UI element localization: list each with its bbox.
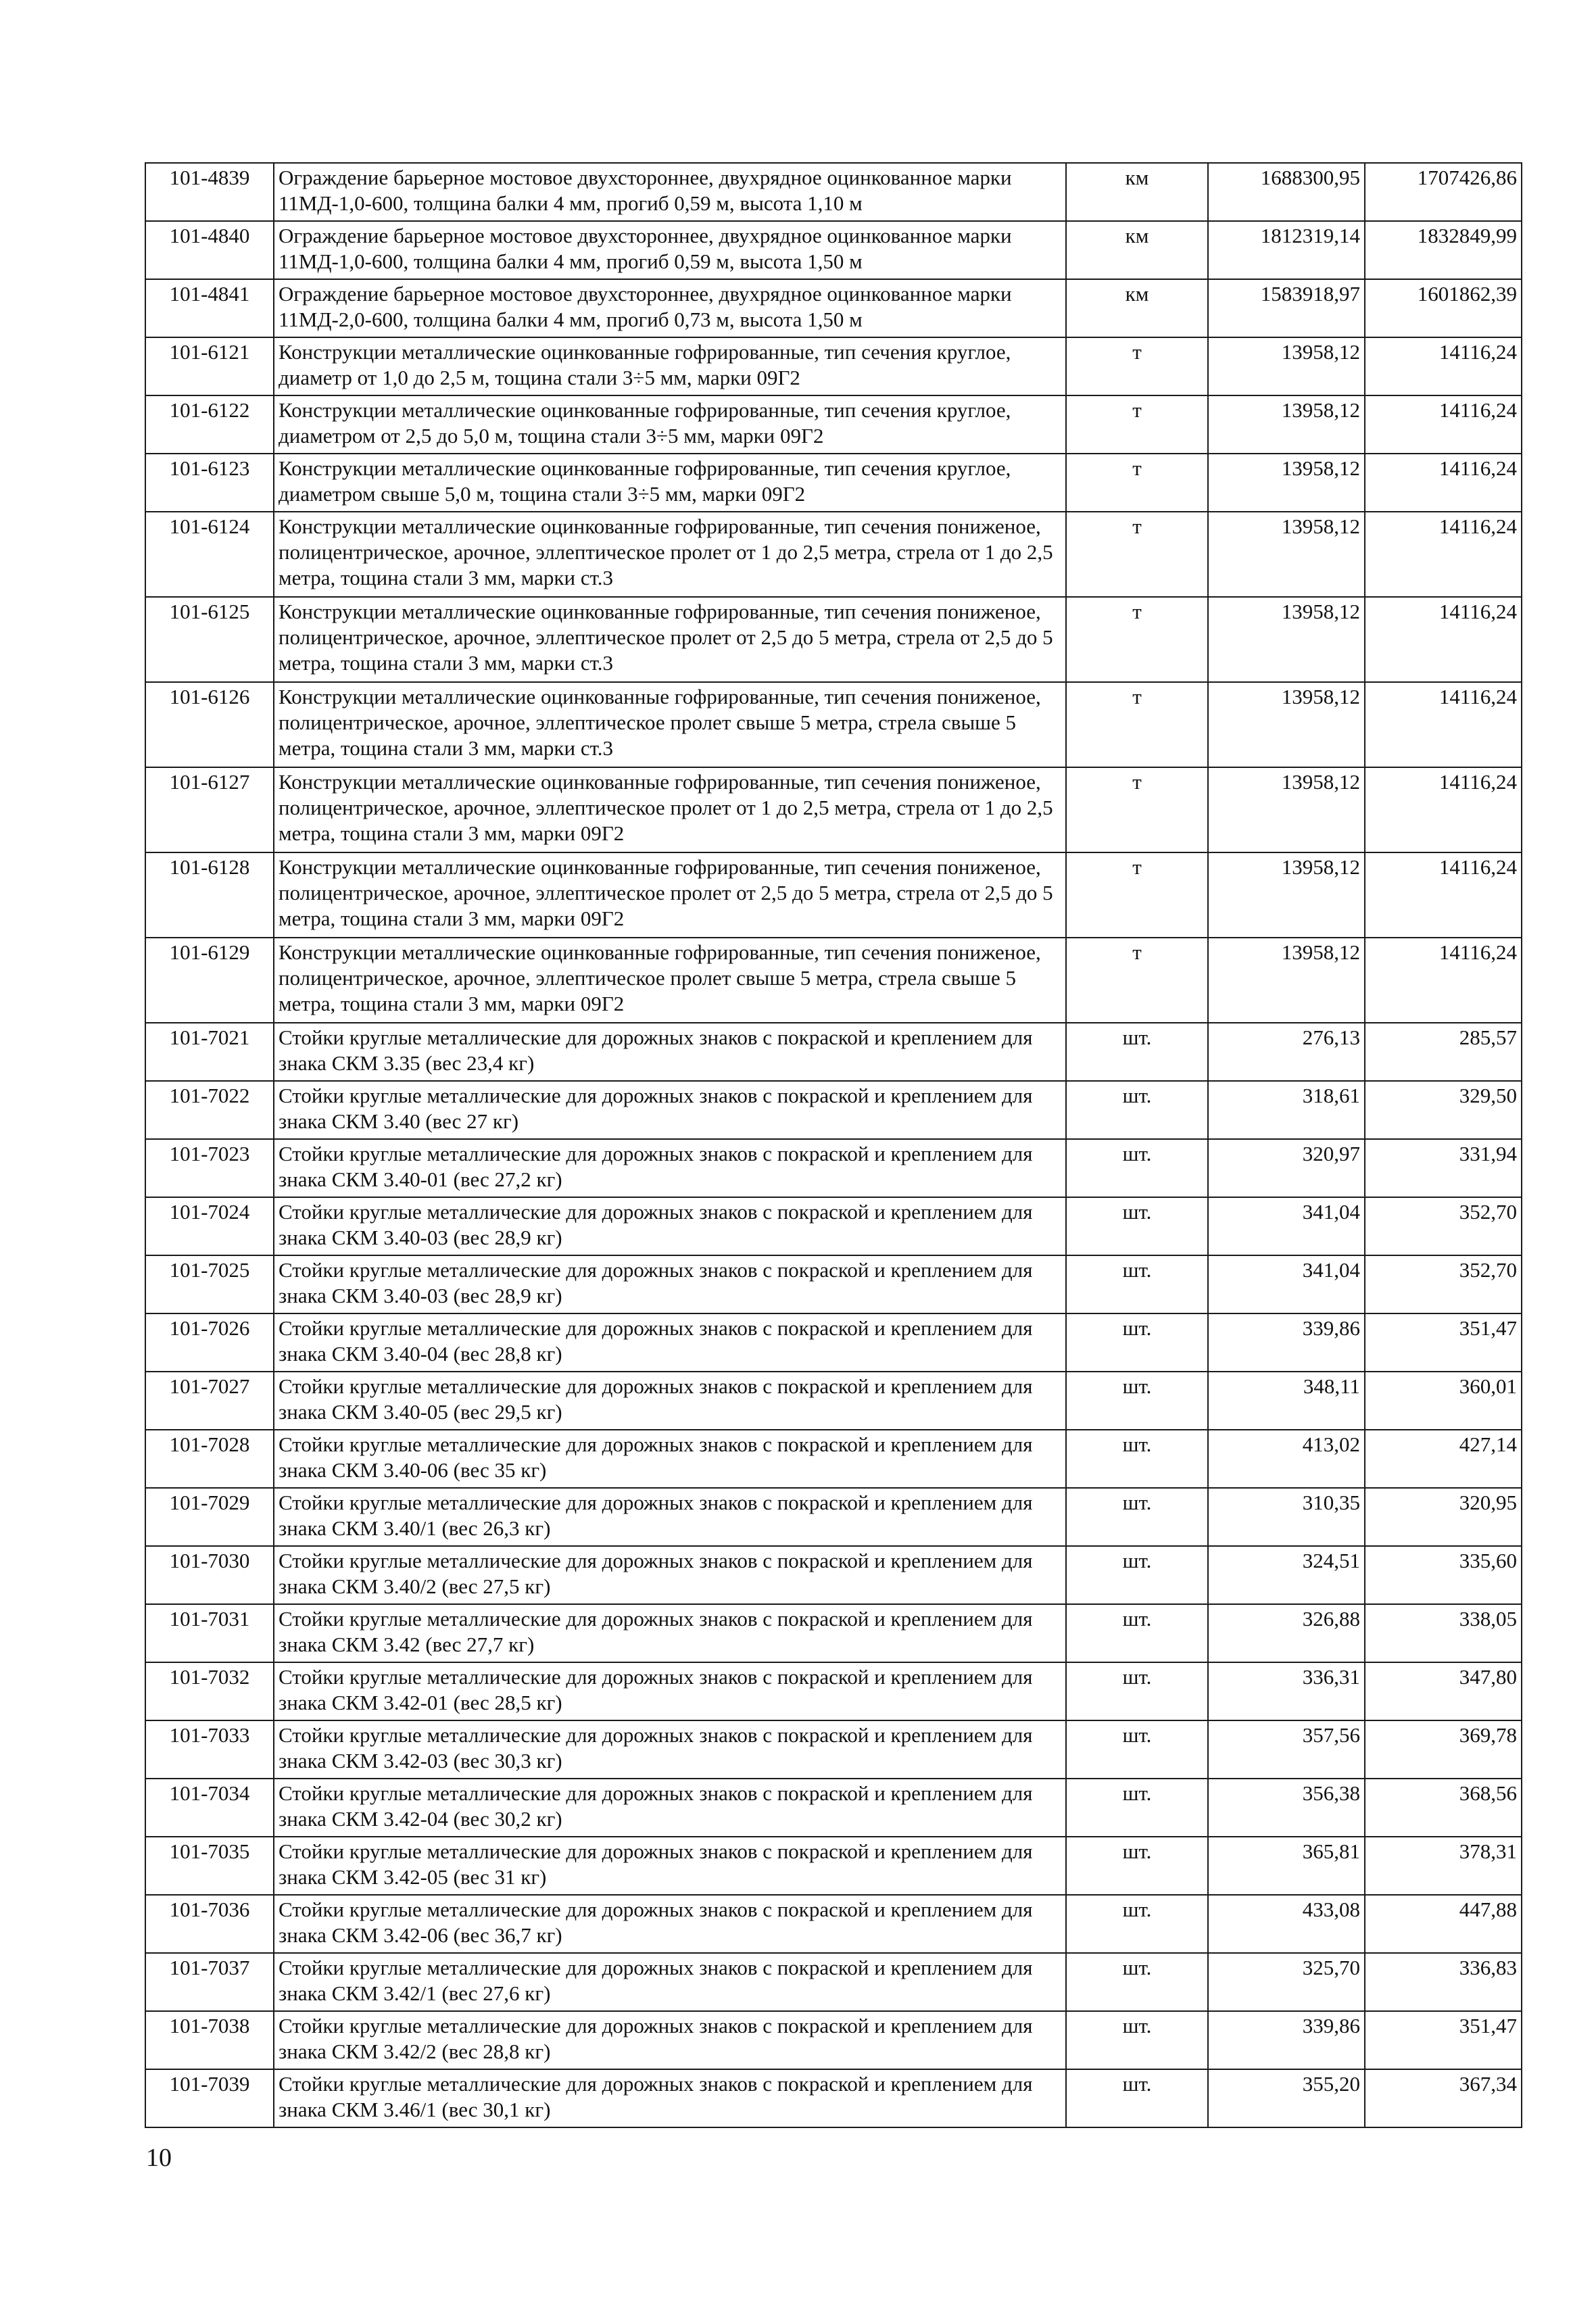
row-description: Стойки круглые металлические для дорожных знаков с покраской и креплением для знака СКМ 3.35 (вес 23,4 кг): [274, 1023, 1066, 1081]
table-row: [145, 1488, 1522, 1546]
table-row: [145, 682, 1522, 767]
row-code: 101-7027: [145, 1372, 274, 1430]
row-unit: т: [1066, 395, 1208, 454]
row-unit: т: [1066, 852, 1208, 938]
row-code: 101-6128: [145, 852, 274, 938]
row-price-1: 339,86: [1208, 1313, 1365, 1372]
row-unit: шт.: [1066, 1604, 1208, 1662]
row-description: Стойки круглые металлические для дорожных знаков с покраской и креплением для знака СКМ 3.40-01 (вес 27,2 кг): [274, 1139, 1066, 1197]
row-price-2: 331,94: [1365, 1139, 1522, 1197]
row-price-1: 341,04: [1208, 1197, 1365, 1255]
row-code: 101-7037: [145, 1953, 274, 2011]
row-price-2: 335,60: [1365, 1546, 1522, 1604]
row-unit: шт.: [1066, 1081, 1208, 1139]
row-unit: т: [1066, 767, 1208, 852]
row-price-1: 433,08: [1208, 1895, 1365, 1953]
row-price-2: 14116,24: [1365, 337, 1522, 395]
row-code: 101-7023: [145, 1139, 274, 1197]
row-unit: км: [1066, 163, 1208, 221]
row-description: Стойки круглые металлические для дорожных знаков с покраской и креплением для знака СКМ 3.42/2 (вес 28,8 кг): [274, 2011, 1066, 2069]
table-row: [145, 1197, 1522, 1255]
row-price-2: 360,01: [1365, 1372, 1522, 1430]
row-price-2: 14116,24: [1365, 938, 1522, 1023]
row-unit: т: [1066, 337, 1208, 395]
row-unit: шт.: [1066, 1372, 1208, 1430]
row-price-2: 447,88: [1365, 1895, 1522, 1953]
row-code: 101-7024: [145, 1197, 274, 1255]
row-code: 101-6121: [145, 337, 274, 395]
row-code: 101-6126: [145, 682, 274, 767]
table-row: [145, 597, 1522, 682]
row-price-1: 339,86: [1208, 2011, 1365, 2069]
table-row: [145, 1837, 1522, 1895]
row-price-2: 14116,24: [1365, 454, 1522, 512]
row-description: Стойки круглые металлические для дорожных знаков с покраской и креплением для знака СКМ 3.40-03 (вес 28,9 кг): [274, 1197, 1066, 1255]
row-unit: шт.: [1066, 2069, 1208, 2127]
row-unit: шт.: [1066, 1313, 1208, 1372]
row-code: 101-6127: [145, 767, 274, 852]
table-row: [145, 1372, 1522, 1430]
row-price-1: 310,35: [1208, 1488, 1365, 1546]
row-price-2: 14116,24: [1365, 597, 1522, 682]
row-unit: шт.: [1066, 1023, 1208, 1081]
table-row: [145, 1779, 1522, 1837]
row-unit: шт.: [1066, 1837, 1208, 1895]
row-description: Стойки круглые металлические для дорожных знаков с покраской и креплением для знака СКМ 3.40-06 (вес 35 кг): [274, 1430, 1066, 1488]
row-code: 101-6124: [145, 512, 274, 597]
table-row: [145, 163, 1522, 221]
table-row: [145, 1662, 1522, 1720]
row-code: 101-6122: [145, 395, 274, 454]
row-price-1: 326,88: [1208, 1604, 1365, 1662]
page-number: 10: [146, 2144, 172, 2172]
document-sheet: [145, 162, 1517, 2128]
table-row: [145, 512, 1522, 597]
row-description: Стойки круглые металлические для дорожных знаков с покраской и креплением для знака СКМ 3.42-04 (вес 30,2 кг): [274, 1779, 1066, 1837]
row-unit: шт.: [1066, 1488, 1208, 1546]
table-row: [145, 2011, 1522, 2069]
row-price-2: 336,83: [1365, 1953, 1522, 2011]
row-price-1: 13958,12: [1208, 938, 1365, 1023]
row-price-2: 14116,24: [1365, 395, 1522, 454]
table-row: [145, 454, 1522, 512]
table-row: [145, 1081, 1522, 1139]
row-price-1: 13958,12: [1208, 597, 1365, 682]
row-price-1: 413,02: [1208, 1430, 1365, 1488]
row-unit: т: [1066, 454, 1208, 512]
row-price-1: 318,61: [1208, 1081, 1365, 1139]
row-price-1: 1583918,97: [1208, 279, 1365, 337]
row-price-2: 1707426,86: [1365, 163, 1522, 221]
row-price-2: 352,70: [1365, 1197, 1522, 1255]
row-price-2: 351,47: [1365, 1313, 1522, 1372]
row-price-2: 14116,24: [1365, 682, 1522, 767]
table-row: [145, 938, 1522, 1023]
row-code: 101-7039: [145, 2069, 274, 2127]
row-description: Ограждение барьерное мостовое двухстороннее, двухрядное оцинкованное марки 11МД-1,0-600, толщина балки 4 мм, прогиб 0,59 м, высота 1,50 м: [274, 221, 1066, 279]
row-code: 101-7022: [145, 1081, 274, 1139]
table-row: [145, 1895, 1522, 1953]
row-unit: т: [1066, 512, 1208, 597]
table-row: [145, 767, 1522, 852]
price-table: [145, 162, 1522, 2128]
row-price-1: 324,51: [1208, 1546, 1365, 1604]
row-price-2: 1832849,99: [1365, 221, 1522, 279]
row-unit: шт.: [1066, 1546, 1208, 1604]
row-code: 101-7026: [145, 1313, 274, 1372]
row-unit: т: [1066, 597, 1208, 682]
row-price-2: 368,56: [1365, 1779, 1522, 1837]
row-price-1: 13958,12: [1208, 682, 1365, 767]
table-row: [145, 1255, 1522, 1313]
row-code: 101-7036: [145, 1895, 274, 1953]
row-unit: шт.: [1066, 1662, 1208, 1720]
row-code: 101-4839: [145, 163, 274, 221]
row-description: Конструкции металлические оцинкованные гофрированные, тип сечения пониженое, полицентрическое, арочное, эллептическое пролет свыше 5 метра, стрела свыше 5 метра, тощина стали 3 мм, марки 09Г2: [274, 938, 1066, 1023]
row-price-2: 347,80: [1365, 1662, 1522, 1720]
row-description: Стойки круглые металлические для дорожных знаков с покраской и креплением для знака СКМ 3.40-03 (вес 28,9 кг): [274, 1255, 1066, 1313]
row-unit: шт.: [1066, 1139, 1208, 1197]
row-code: 101-6123: [145, 454, 274, 512]
row-code: 101-4841: [145, 279, 274, 337]
table-row: [145, 279, 1522, 337]
row-description: Стойки круглые металлические для дорожных знаков с покраской и креплением для знака СКМ 3.40-05 (вес 29,5 кг): [274, 1372, 1066, 1430]
row-price-2: 14116,24: [1365, 512, 1522, 597]
row-description: Ограждение барьерное мостовое двухстороннее, двухрядное оцинкованное марки 11МД-1,0-600, толщина балки 4 мм, прогиб 0,59 м, высота 1,10 м: [274, 163, 1066, 221]
row-price-1: 13958,12: [1208, 395, 1365, 454]
row-price-1: 365,81: [1208, 1837, 1365, 1895]
row-price-2: 427,14: [1365, 1430, 1522, 1488]
row-description: Конструкции металлические оцинкованные гофрированные, тип сечения пониженое, полицентрическое, арочное, эллептическое пролет от 2,5 до 5 метра, стрела от 2,5 до 5 метра, тощина стали 3 мм, марки ст.3: [274, 597, 1066, 682]
row-price-1: 336,31: [1208, 1662, 1365, 1720]
row-description: Стойки круглые металлические для дорожных знаков с покраской и креплением для знака СКМ 3.42/1 (вес 27,6 кг): [274, 1953, 1066, 2011]
row-unit: шт.: [1066, 2011, 1208, 2069]
row-price-1: 13958,12: [1208, 512, 1365, 597]
row-price-1: 355,20: [1208, 2069, 1365, 2127]
row-description: Конструкции металлические оцинкованные гофрированные, тип сечения пониженое, полицентрическое, арочное, эллептическое пролет от 2,5 до 5 метра, стрела от 2,5 до 5 метра, тощина стали 3 мм, марки 09Г2: [274, 852, 1066, 938]
row-price-2: 378,31: [1365, 1837, 1522, 1895]
row-price-1: 276,13: [1208, 1023, 1365, 1081]
row-code: 101-7033: [145, 1720, 274, 1779]
row-description: Стойки круглые металлические для дорожных знаков с покраской и креплением для знака СКМ 3.42 (вес 27,7 кг): [274, 1604, 1066, 1662]
row-unit: т: [1066, 682, 1208, 767]
table-row: [145, 1720, 1522, 1779]
row-unit: шт.: [1066, 1255, 1208, 1313]
table-row: [145, 1604, 1522, 1662]
row-description: Стойки круглые металлические для дорожных знаков с покраской и креплением для знака СКМ 3.42-05 (вес 31 кг): [274, 1837, 1066, 1895]
row-description: Конструкции металлические оцинкованные гофрированные, тип сечения круглое, диаметр от 1,0 до 2,5 м, тощина стали 3÷5 мм, марки 09Г2: [274, 337, 1066, 395]
row-price-1: 1688300,95: [1208, 163, 1365, 221]
table-row: [145, 2069, 1522, 2127]
row-description: Стойки круглые металлические для дорожных знаков с покраской и креплением для знака СКМ 3.42-06 (вес 36,7 кг): [274, 1895, 1066, 1953]
row-unit: т: [1066, 938, 1208, 1023]
row-price-2: 367,34: [1365, 2069, 1522, 2127]
row-price-1: 13958,12: [1208, 454, 1365, 512]
row-price-2: 14116,24: [1365, 767, 1522, 852]
row-unit: шт.: [1066, 1430, 1208, 1488]
row-unit: шт.: [1066, 1197, 1208, 1255]
row-code: 101-4840: [145, 221, 274, 279]
row-code: 101-7028: [145, 1430, 274, 1488]
table-row: [145, 1430, 1522, 1488]
row-price-1: 356,38: [1208, 1779, 1365, 1837]
row-unit: км: [1066, 221, 1208, 279]
row-price-1: 357,56: [1208, 1720, 1365, 1779]
table-row: [145, 1546, 1522, 1604]
row-unit: км: [1066, 279, 1208, 337]
row-description: Ограждение барьерное мостовое двухстороннее, двухрядное оцинкованное марки 11МД-2,0-600, толщина балки 4 мм, прогиб 0,73 м, высота 1,50 м: [274, 279, 1066, 337]
row-price-1: 13958,12: [1208, 852, 1365, 938]
row-price-1: 13958,12: [1208, 767, 1365, 852]
row-description: Конструкции металлические оцинкованные гофрированные, тип сечения пониженое, полицентрическое, арочное, эллептическое пролет от 1 до 2,5 метра, стрела от 1 до 2,5 метра, тощина стали 3 мм, марки 09Г2: [274, 767, 1066, 852]
table-row: [145, 337, 1522, 395]
row-code: 101-7030: [145, 1546, 274, 1604]
row-unit: шт.: [1066, 1779, 1208, 1837]
row-code: 101-7034: [145, 1779, 274, 1837]
table-row: [145, 221, 1522, 279]
row-code: 101-7035: [145, 1837, 274, 1895]
table-row: [145, 1313, 1522, 1372]
table-row: [145, 395, 1522, 454]
row-code: 101-6125: [145, 597, 274, 682]
row-description: Стойки круглые металлические для дорожных знаков с покраской и креплением для знака СКМ 3.42-03 (вес 30,3 кг): [274, 1720, 1066, 1779]
row-price-1: 13958,12: [1208, 337, 1365, 395]
row-code: 101-7032: [145, 1662, 274, 1720]
table-row: [145, 1953, 1522, 2011]
row-price-2: 320,95: [1365, 1488, 1522, 1546]
row-price-1: 348,11: [1208, 1372, 1365, 1430]
row-price-2: 285,57: [1365, 1023, 1522, 1081]
row-description: Конструкции металлические оцинкованные гофрированные, тип сечения круглое, диаметром от 2,5 до 5,0 м, тощина стали 3÷5 мм, марки 09Г2: [274, 395, 1066, 454]
row-description: Стойки круглые металлические для дорожных знаков с покраской и креплением для знака СКМ 3.40 (вес 27 кг): [274, 1081, 1066, 1139]
row-price-1: 320,97: [1208, 1139, 1365, 1197]
row-code: 101-7025: [145, 1255, 274, 1313]
row-description: Стойки круглые металлические для дорожных знаков с покраской и креплением для знака СКМ 3.40/1 (вес 26,3 кг): [274, 1488, 1066, 1546]
row-price-2: 14116,24: [1365, 852, 1522, 938]
row-price-1: 1812319,14: [1208, 221, 1365, 279]
row-unit: шт.: [1066, 1953, 1208, 2011]
row-code: 101-7021: [145, 1023, 274, 1081]
row-description: Стойки круглые металлические для дорожных знаков с покраской и креплением для знака СКМ 3.40-04 (вес 28,8 кг): [274, 1313, 1066, 1372]
row-code: 101-6129: [145, 938, 274, 1023]
row-code: 101-7038: [145, 2011, 274, 2069]
row-code: 101-7029: [145, 1488, 274, 1546]
row-description: Стойки круглые металлические для дорожных знаков с покраской и креплением для знака СКМ 3.42-01 (вес 28,5 кг): [274, 1662, 1066, 1720]
row-price-2: 369,78: [1365, 1720, 1522, 1779]
row-code: 101-7031: [145, 1604, 274, 1662]
row-description: Конструкции металлические оцинкованные гофрированные, тип сечения пониженое, полицентрическое, арочное, эллептическое пролет свыше 5 метра, стрела свыше 5 метра, тощина стали 3 мм, марки ст.3: [274, 682, 1066, 767]
row-description: Конструкции металлические оцинкованные гофрированные, тип сечения пониженое, полицентрическое, арочное, эллептическое пролет от 1 до 2,5 метра, стрела от 1 до 2,5 метра, тощина стали 3 мм, марки ст.3: [274, 512, 1066, 597]
row-description: Стойки круглые металлические для дорожных знаков с покраской и креплением для знака СКМ 3.46/1 (вес 30,1 кг): [274, 2069, 1066, 2127]
price-table-body: [145, 163, 1522, 2127]
row-price-2: 352,70: [1365, 1255, 1522, 1313]
row-price-2: 338,05: [1365, 1604, 1522, 1662]
row-description: Стойки круглые металлические для дорожных знаков с покраской и креплением для знака СКМ 3.40/2 (вес 27,5 кг): [274, 1546, 1066, 1604]
table-row: [145, 852, 1522, 938]
table-row: [145, 1139, 1522, 1197]
table-row: [145, 1023, 1522, 1081]
row-price-2: 329,50: [1365, 1081, 1522, 1139]
row-unit: шт.: [1066, 1895, 1208, 1953]
row-unit: шт.: [1066, 1720, 1208, 1779]
row-price-1: 341,04: [1208, 1255, 1365, 1313]
row-price-1: 325,70: [1208, 1953, 1365, 2011]
row-price-2: 351,47: [1365, 2011, 1522, 2069]
row-description: Конструкции металлические оцинкованные гофрированные, тип сечения круглое, диаметром свыше 5,0 м, тощина стали 3÷5 мм, марки 09Г2: [274, 454, 1066, 512]
row-price-2: 1601862,39: [1365, 279, 1522, 337]
